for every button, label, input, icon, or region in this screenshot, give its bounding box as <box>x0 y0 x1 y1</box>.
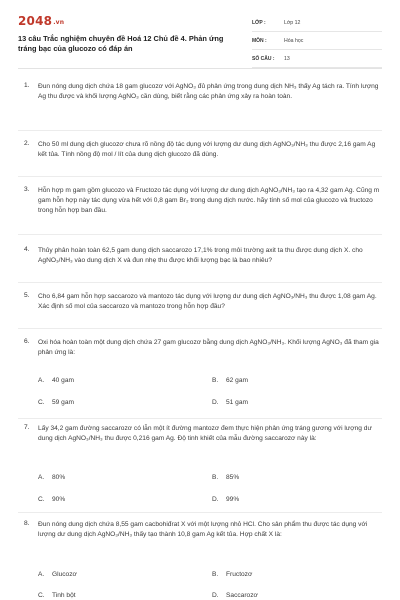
option-text: Saccarozơ <box>226 592 258 599</box>
meta-row-subject <box>252 32 382 50</box>
question-divider <box>18 328 382 329</box>
question-text: Cho 50 ml dung dịch glucozơ chưa rõ nồng độ tác dụng với lượng dư dung dịch AgNO₃/NH₃ thu được 2,16 gam Ag kết tủa. Tính nồng độ mol / lít của dung dịch glucozo đã dùng. <box>38 141 376 158</box>
meta-row-count <box>252 50 382 68</box>
question-divider <box>18 512 382 513</box>
option-letter: B. <box>212 377 219 384</box>
question-divider <box>18 282 382 283</box>
question-divider <box>18 130 382 131</box>
question-1 <box>24 82 380 102</box>
option-text: Tinh bột <box>52 592 76 599</box>
answer-option-b[interactable] <box>212 571 252 578</box>
question-6 <box>24 338 380 358</box>
answer-option-c[interactable] <box>38 592 76 599</box>
option-text: Glucozơ <box>52 571 77 578</box>
question-number: 8. <box>24 520 30 527</box>
question-text: Thủy phân hoàn toàn 62,5 gam dung dịch saccarozo 17,1% trong môi trường axit ta thu được dung dịch X. cho AgNO₃/NH₃ vào dung dịch X và đun nhẹ thu được khối lượng bạc là bao nhiêu? <box>38 247 363 264</box>
answer-option-a[interactable] <box>38 474 65 481</box>
question-text: Đun nóng dung dịch chứa 18 gam glucozơ với AgNO₃ đủ phản ứng trong dung dịch NH₃ thấy Ag tách ra. Tính lượng Ag thu được và khối lượng AgNO₃ cần dùng, biết rằng các phản ứng xảy ra hoàn toàn. <box>38 83 379 100</box>
question-7 <box>24 424 380 444</box>
page-title: 13 câu Trắc nghiệm chuyên đề Hoá 12 Chủ đề 4. Phản ứng tráng bạc của glucozo có đáp án <box>18 34 224 53</box>
option-letter: C. <box>38 399 45 406</box>
question-number: 4. <box>24 246 30 253</box>
question-text: Hỗn hợp m gam gồm glucozo và Fructozo tác dụng với lượng dư dung dịch AgNO₃/NH₃ tạo ra 4,32 gam Ag. Cũng m gam hỗn hợp này tác dụng vừa hết với 0,8 gam Br₂ trong dung dịch nước. hãy tính số mol của glucozo và fructozo trong hỗn hợp ban đầu. <box>38 187 380 214</box>
answer-option-d[interactable] <box>212 399 248 406</box>
question-number: 6. <box>24 338 30 345</box>
question-number: 2. <box>24 140 30 147</box>
answer-option-c[interactable] <box>38 399 74 406</box>
meta-value: 13 <box>284 55 290 62</box>
option-text: 99% <box>226 496 240 503</box>
option-letter: C. <box>38 496 45 503</box>
option-text: 62 gam <box>226 377 248 384</box>
question-number: 7. <box>24 424 30 431</box>
option-text: 80% <box>52 474 66 481</box>
question-text: Oxi hóa hoàn toàn một dung dịch chứa 27 gam glucozơ bằng dung dịch AgNO₃/NH₃. Khối lượng AgNO₃ đã tham gia phản ứng là: <box>38 339 379 356</box>
question-4 <box>24 246 380 266</box>
option-text: 85% <box>226 474 240 481</box>
meta-label: LỚP : <box>252 19 266 26</box>
question-number: 3. <box>24 186 30 193</box>
question-divider <box>18 234 382 235</box>
option-letter: A. <box>38 571 45 578</box>
answer-option-c[interactable] <box>38 496 65 503</box>
site-logo[interactable] <box>18 14 64 28</box>
question-3 <box>24 186 380 216</box>
meta-value: Hóa học <box>284 37 304 44</box>
meta-value: Lớp 12 <box>284 19 301 26</box>
question-text: Cho 6,84 gam hỗn hợp saccarozo và mantozo tác dụng với lượng dư dung dịch AgNO₃/NH₃ thu được 1,08 gam Ag. Xác định số mol của saccarozo và mantozo trong hỗn hợp đầu? <box>38 293 377 310</box>
option-letter: A. <box>38 377 45 384</box>
meta-row-class <box>252 14 382 32</box>
option-letter: C. <box>38 592 45 599</box>
answer-option-d[interactable] <box>212 592 258 599</box>
answer-option-b[interactable] <box>212 474 239 481</box>
answer-option-d[interactable] <box>212 496 239 503</box>
answer-option-b[interactable] <box>212 377 248 384</box>
question-number: 1. <box>24 82 30 89</box>
option-text: 59 gam <box>52 399 74 406</box>
logo-suffix: .vn <box>53 19 65 26</box>
option-letter: D. <box>212 399 219 406</box>
option-text: 51 gam <box>226 399 248 406</box>
logo-main: 2048 <box>18 14 53 28</box>
answer-option-a[interactable] <box>38 571 77 578</box>
header-divider <box>18 68 382 69</box>
option-letter: B. <box>212 474 219 481</box>
option-letter: D. <box>212 592 219 599</box>
meta-label: MÔN : <box>252 37 267 44</box>
question-number: 5. <box>24 292 30 299</box>
question-text: Đun nóng dung dịch chứa 8,55 gam cacbohiđrat X với một lượng nhỏ HCl. Cho sản phẩm thu được tác dụng với lượng dư dung dịch AgNO₃/NH₃ thấy tạo thành 10,8 gam Ag kết tủa. Hợp chất X là: <box>38 521 368 538</box>
option-letter: D. <box>212 496 219 503</box>
option-text: 90% <box>52 496 66 503</box>
question-5 <box>24 292 380 312</box>
question-text: Lấy 34,2 gam đường saccarozơ có lẫn một ít đường mantozơ đem thực hiện phản ứng tráng gương với lượng dư dung dịch AgNO₃/NH₃ thu được 0,216 gam Ag. Độ tinh khiết của mẫu đường saccarozơ này là: <box>38 425 372 442</box>
meta-info <box>252 14 382 68</box>
meta-label: SỐ CÂU : <box>252 55 275 62</box>
option-text: Fructozơ <box>226 571 253 578</box>
question-divider <box>18 176 382 177</box>
question-2 <box>24 140 380 160</box>
option-text: 40 gam <box>52 377 74 384</box>
answer-option-a[interactable] <box>38 377 74 384</box>
question-divider <box>18 418 382 419</box>
option-letter: B. <box>212 571 219 578</box>
question-8 <box>24 520 380 540</box>
option-letter: A. <box>38 474 45 481</box>
